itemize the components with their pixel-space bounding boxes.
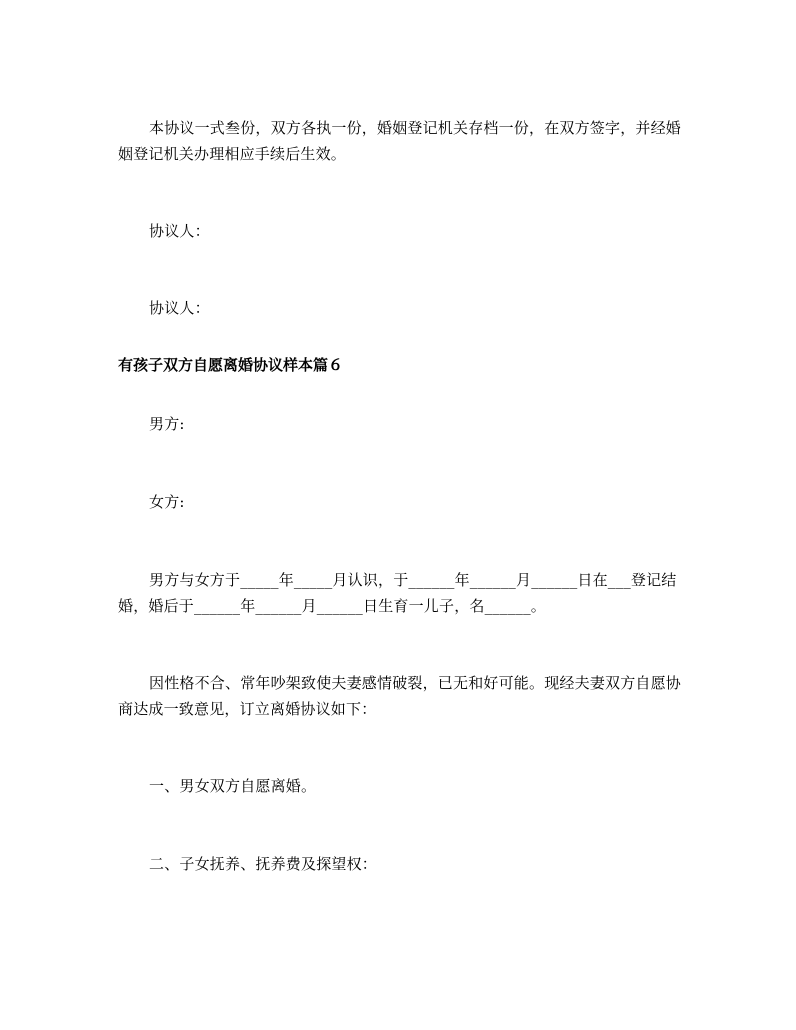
paragraph-clause-1: 一、男女双方自愿离婚。 bbox=[149, 777, 317, 795]
paragraph-signatory-1: 协议人： bbox=[149, 222, 210, 240]
paragraph-marriage-details: 男方与女方于_____年_____月认识，于______年______月______日在___登记结婚，婚后于______年______月______日生育一儿子，名______。 bbox=[118, 571, 677, 615]
paragraph-divorce-reason: 因性格不合、常年吵架致使夫妻感情破裂，已无和好可能。现经夫妻双方自愿协商达成一致意见，订立离婚协议如下： bbox=[118, 674, 682, 718]
section-heading: 有孩子双方自愿离婚协议样本篇６ bbox=[118, 356, 344, 374]
paragraph-male-party: 男方: bbox=[149, 415, 185, 433]
paragraph-copies-clause: 本协议一式叁份，双方各执一份，婚姻登记机关存档一份，在双方签字，并经婚姻登记机关办理相应手续后生效。 bbox=[118, 119, 682, 163]
paragraph-female-party: 女方: bbox=[149, 493, 185, 511]
paragraph-signatory-2: 协议人： bbox=[149, 299, 210, 317]
paragraph-clause-2: 二、子女抚养、抚养费及探望权： bbox=[149, 855, 378, 873]
